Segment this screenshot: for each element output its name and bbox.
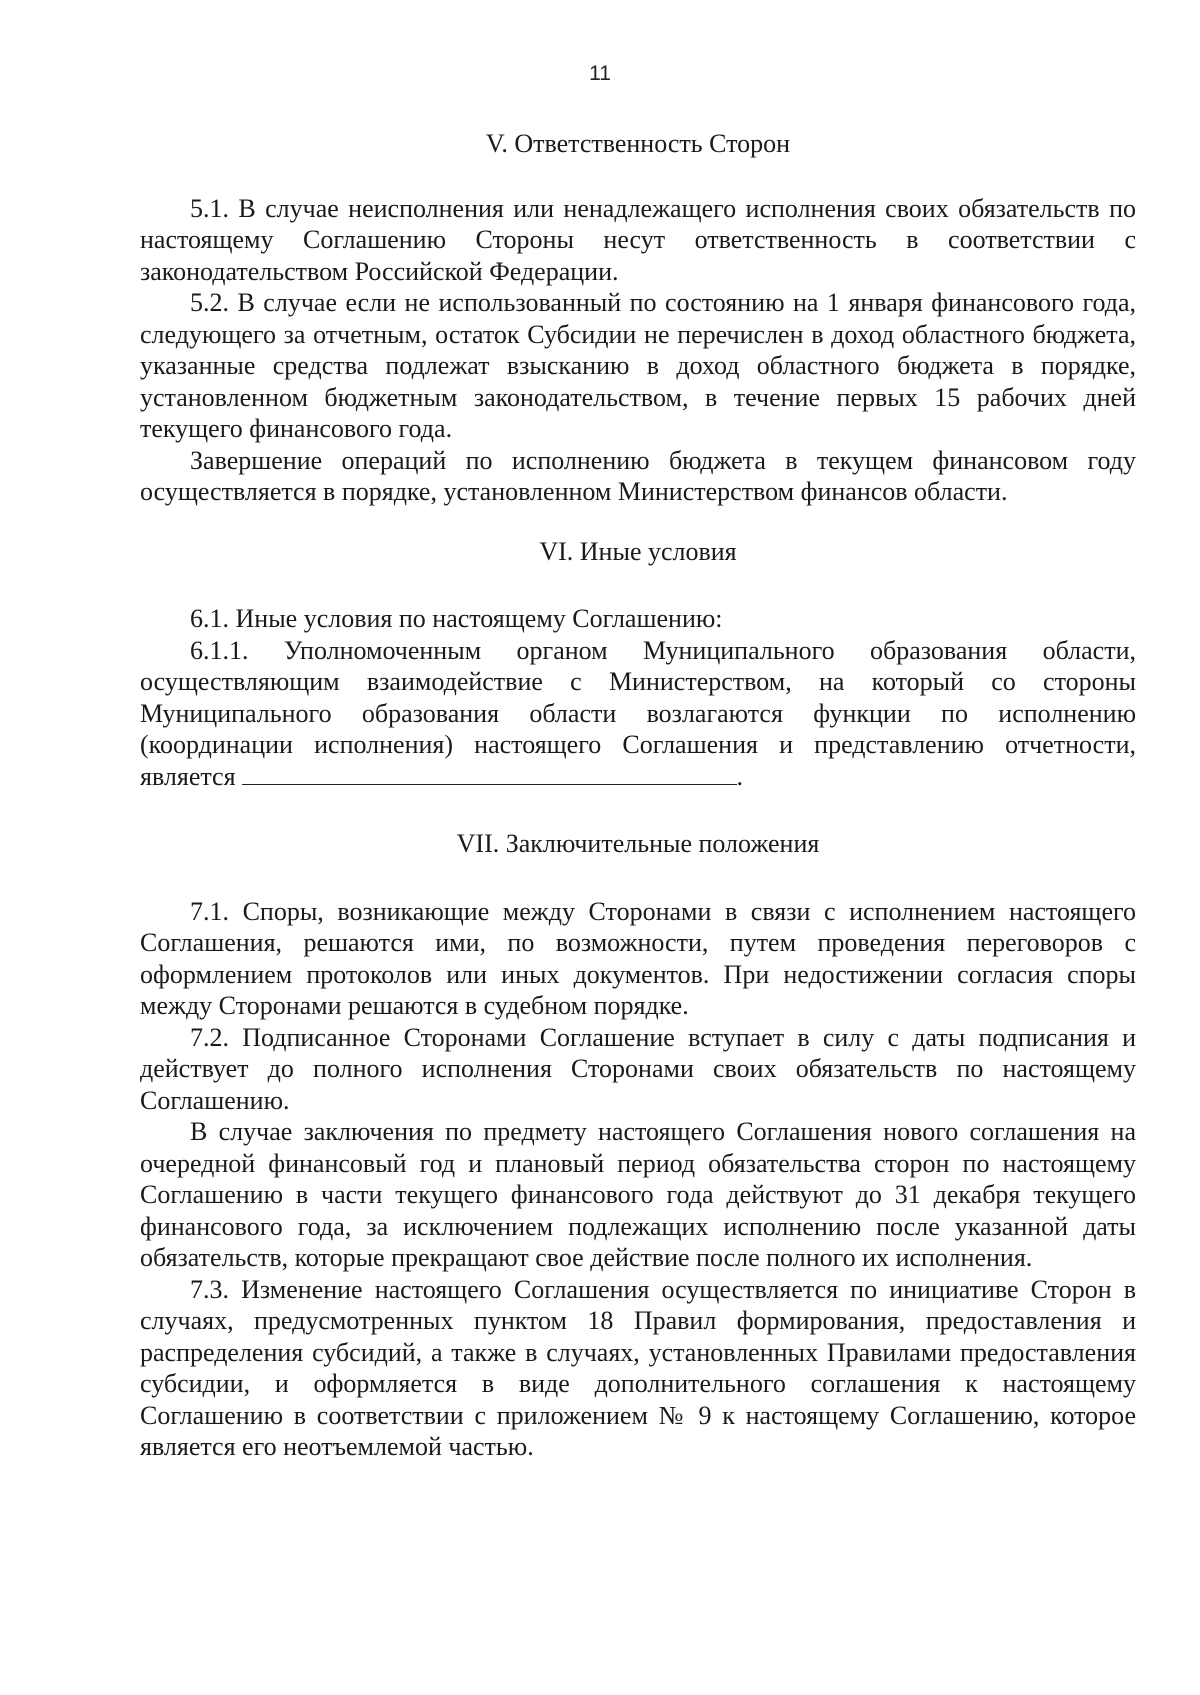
paragraph-7-2-cont: В случае заключения по предмету настоящего Соглашения нового соглашения на очередной финансовый год и плановый период обязательства сторон по настоящему Соглашению в части текущего финансового года действуют до 31 декабря текущего финансового года, за исключением подлежащих исполнению после указанной даты обязательств, которые прекращают свое действие после полного их исполнения. bbox=[140, 1117, 1136, 1272]
section-final-provisions bbox=[140, 828, 1136, 1463]
document-body bbox=[140, 128, 1136, 1463]
blank-fill-line bbox=[242, 762, 737, 785]
paragraph-7-3: 7.3. Изменение настоящего Соглашения осуществляется по инициативе Сторон в случаях, предусмотренных пунктом 18 Правил формирования, предоставления и распределения субсидий, а также в случаях, установленных Правилами предоставления субсидии, и оформляется в виде дополнительного соглашения к настоящему Соглашению в соответствии с приложением № 9 к настоящему Соглашению, которое является его неотъемлемой частью. bbox=[140, 1274, 1136, 1461]
section-title-vi: VI. Иные условия bbox=[539, 536, 737, 566]
paragraph-5-2: 5.2. В случае если не использованный по состоянию на 1 января финансового года, следующего за отчетным, остаток Субсидии не перечислен в доход областного бюджета, указанные средства подлежат взысканию в доход областного бюджета в порядке, установленном бюджетным законодательством, в течение первых 15 рабочих дней текущего финансового года. bbox=[140, 288, 1136, 443]
paragraph-6-1-1-end: . bbox=[736, 761, 744, 791]
section-title-vii: VII. Заключительные положения bbox=[456, 829, 820, 858]
section-title-v: V. Ответственность Сторон bbox=[485, 129, 791, 158]
paragraph-7-1: 7.1. Споры, возникающие между Сторонами в связи с исполнением настоящего Соглашения, решаются ими, по возможности, путем проведения переговоров с оформлением протоколов или иных документов. При недостижении согласия споры между Сторонами решаются в судебном порядке. bbox=[140, 896, 1136, 1020]
paragraph-5-1: 5.1. В случае неисполнения или ненадлежащего исполнения своих обязательств по настоящему Соглашению Стороны несут ответственность в соответствии с законодательством Российской Федерации. bbox=[140, 193, 1136, 286]
paragraph-6-1: 6.1. Иные условия по настоящему Соглашению: bbox=[190, 604, 723, 633]
paragraph-6-1-1 bbox=[140, 635, 1136, 793]
section-other-conditions bbox=[140, 536, 1136, 793]
paragraph-5-2-cont: Завершение операций по исполнению бюджета в текущем финансовом году осуществляется в порядке, установленном Министерством финансов области. bbox=[140, 445, 1136, 506]
paragraph-6-1-1-text: 6.1.1. Уполномоченным органом Муниципального образования области, осуществляющим взаимодействие с Министерством, на который со стороны Муниципального образования области возлагаются функции по исполнению (координации исполнения) настоящего Соглашения и представлению отчетности, является bbox=[140, 635, 1136, 791]
page-number: 11 bbox=[589, 62, 611, 85]
paragraph-7-2: 7.2. Подписанное Сторонами Соглашение вступает в силу с даты подписания и действует до полного исполнения Сторонами своих обязательств по настоящему Соглашению. bbox=[140, 1022, 1136, 1115]
section-responsibility bbox=[140, 128, 1136, 508]
